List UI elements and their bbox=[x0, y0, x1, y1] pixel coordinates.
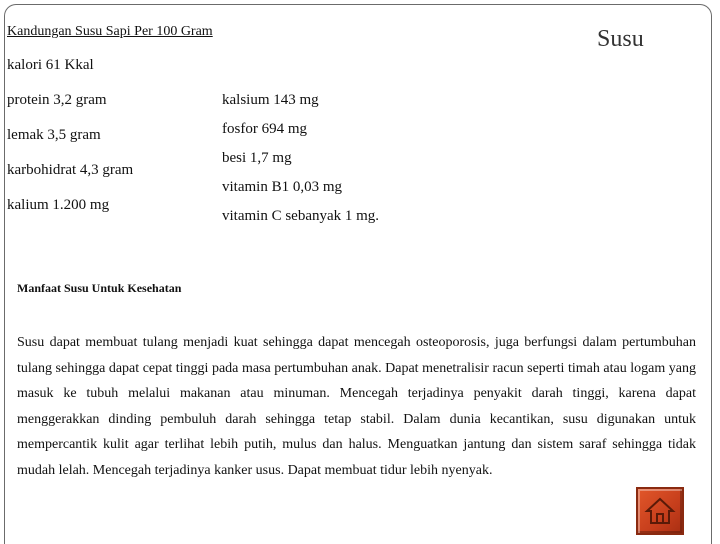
nutrient-calories: kalori 61 Kkal bbox=[7, 57, 94, 73]
benefits-heading: Manfaat Susu Untuk Kesehatan bbox=[17, 281, 182, 295]
nutrient-carbohydrate: karbohidrat 4,3 gram bbox=[7, 162, 134, 178]
nutrient-calcium: kalsium 143 mg bbox=[222, 92, 319, 108]
nutrition-heading: Kandungan Susu Sapi Per 100 Gram bbox=[7, 24, 213, 39]
nutrient-vitamin-c: vitamin C sebanyak 1 mg. bbox=[222, 208, 380, 224]
nutrient-fat: lemak 3,5 gram bbox=[7, 127, 101, 143]
home-icon bbox=[644, 495, 676, 527]
nutrient-iron: besi 1,7 mg bbox=[222, 150, 292, 166]
nutrient-phosphorus: fosfor 694 mg bbox=[222, 121, 307, 137]
benefits-paragraph: Susu dapat membuat tulang menjadi kuat sehingga dapat mencegah osteoporosis, juga berfungsi dalam pertumbuhan tulang sehingga dapat cepat tinggi pada masa pertumbuhan anak. Dapat menetralisir racun seperti timah atau logam yang masuk ke tubuh melalui makanan atau minuman. Mencegah terjadinya penyakit darah tinggi, karena dapat menggerakkan dinding pembuluh darah sehingga tetap stabil. Dalam dunia kecantikan, susu digunakan untuk mempercantik kulit agar terlihat lebih putih, mulus dan halus. Menguatkan jantung dan sistem saraf sehingga tidak mudah lelah. Mencegah terjadinya kanker usus. Dapat membuat tidur lebih nyenyak. bbox=[17, 335, 696, 478]
nutrient-protein: protein 3,2 gram bbox=[7, 92, 107, 108]
nutrient-vitamin-b1: vitamin B1 0,03 mg bbox=[222, 179, 342, 195]
slide-title: Susu bbox=[597, 26, 644, 52]
nutrient-potassium: kalium 1.200 mg bbox=[7, 197, 110, 213]
home-button[interactable] bbox=[636, 487, 684, 535]
